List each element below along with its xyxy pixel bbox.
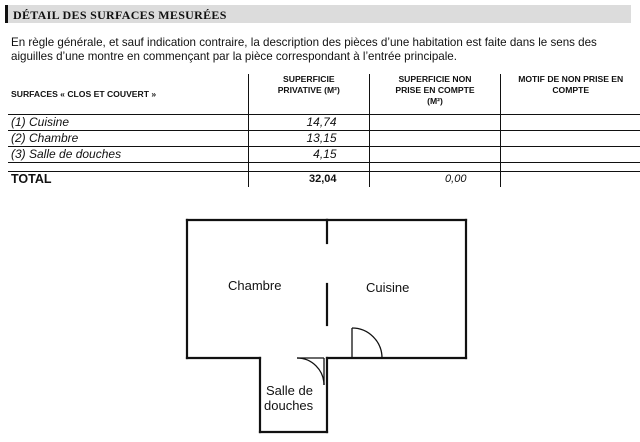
header-surfaces: SURFACES « CLOS ET COUVERT » [8, 74, 249, 115]
header-privative-line2: PRIVATIVE (M²) [277, 85, 340, 95]
table-header-row [8, 74, 640, 115]
row-name: (3) Salle de douches [8, 147, 249, 163]
row-privative: 4,15 [249, 147, 369, 163]
row-non-prise [369, 147, 501, 163]
header-non-prise-line2: PRISE EN COMPTE [395, 85, 475, 95]
row-privative: 14,74 [249, 115, 369, 131]
header-non-prise [369, 74, 501, 115]
row-name: (2) Chambre [8, 131, 249, 147]
row-motif [501, 131, 640, 147]
floor-plan [0, 200, 640, 442]
room-label-chambre: Chambre [228, 278, 282, 293]
row-motif [501, 147, 640, 163]
total-privative: 32,04 [249, 172, 369, 188]
table-row [8, 131, 640, 147]
section-title: DÉTAIL DES SURFACES MESURÉES [13, 8, 227, 22]
table-spacer-row [8, 163, 640, 172]
table-total-row [8, 172, 640, 188]
header-motif-line1: MOTIF DE NON PRISE EN [518, 74, 624, 84]
door-swing-bath [297, 358, 324, 385]
surfaces-table [8, 74, 640, 187]
row-name: (1) Cuisine [8, 115, 249, 131]
door-swing-cuisine [352, 328, 382, 358]
room-label-salle-line2: douches [264, 398, 314, 413]
header-motif [501, 74, 640, 115]
section-header [5, 5, 631, 23]
table-row [8, 147, 640, 163]
intro-line-2: aiguilles d’une montre en commençant par la pièce correspondant à l’entrée principale. [11, 50, 457, 63]
header-privative-line1: SUPERFICIE [283, 74, 335, 84]
total-non-prise: 0,00 [369, 172, 501, 188]
header-motif-line2: COMPTE [552, 85, 590, 95]
row-privative: 13,15 [249, 131, 369, 147]
row-motif [501, 115, 640, 131]
table-row [8, 115, 640, 131]
row-non-prise [369, 115, 501, 131]
row-non-prise [369, 131, 501, 147]
intro-paragraph [11, 36, 631, 64]
total-label: TOTAL [11, 172, 52, 186]
floor-plan-drawing [0, 200, 640, 442]
room-label-cuisine: Cuisine [366, 280, 410, 295]
room-label-salle-line1: Salle de [266, 383, 313, 398]
header-non-prise-line3: (M²) [427, 96, 443, 106]
total-motif [501, 172, 640, 188]
header-non-prise-line1: SUPERFICIE NON [398, 74, 472, 84]
header-privative [249, 74, 369, 115]
intro-line-1: En règle générale, et sauf indication contraire, la description des pièces d’une habitation est faite dans le sens des [11, 36, 597, 49]
